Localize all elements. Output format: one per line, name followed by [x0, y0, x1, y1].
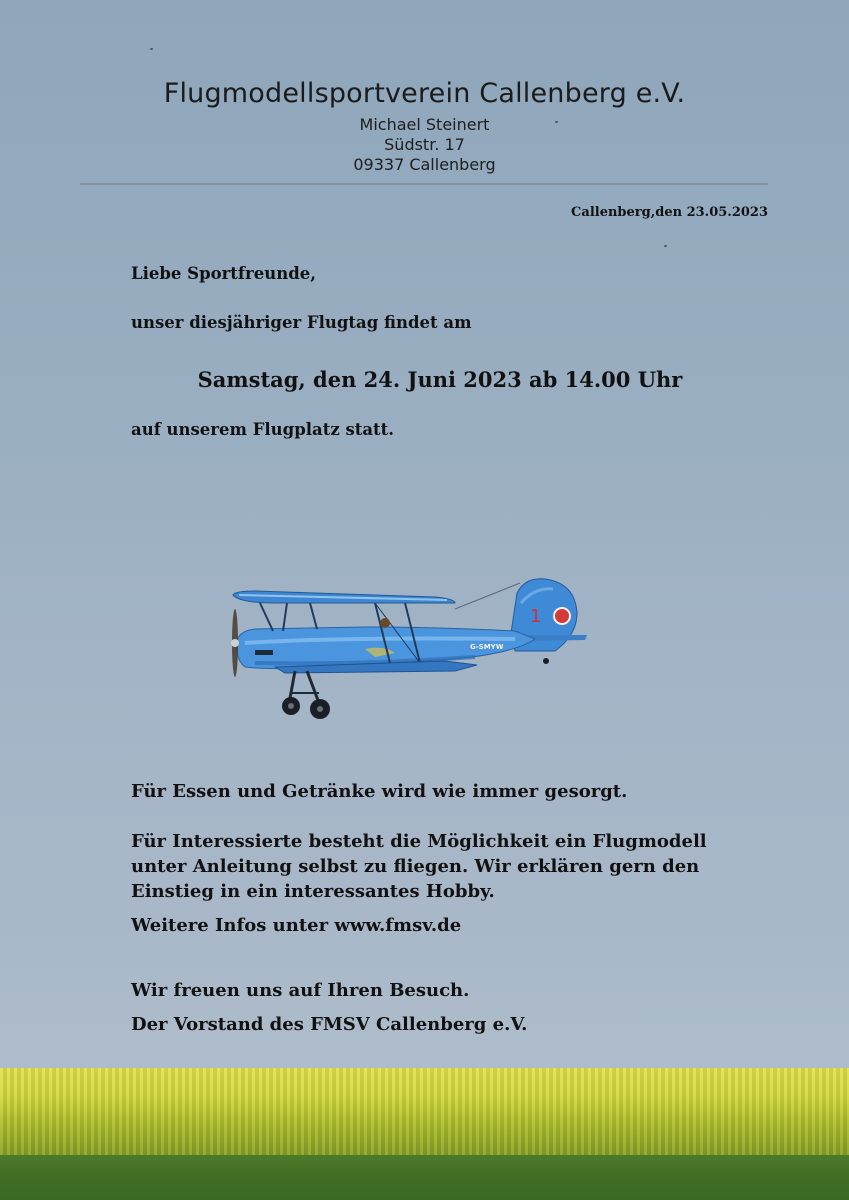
strut	[260, 603, 273, 631]
rigging-wire	[455, 583, 520, 609]
dust-speck	[664, 245, 667, 247]
place-date: Callenberg,den 23.05.2023	[571, 205, 768, 220]
dust-speck	[555, 121, 558, 123]
info-line: Für Interessierte besteht die Möglichkeit ein Flugmodell	[131, 831, 707, 852]
address-street: Südstr. 17	[384, 135, 465, 154]
biplane-photo	[215, 573, 595, 723]
food-note: Für Essen und Getränke wird wie immer gesorgt.	[131, 781, 628, 802]
signature-line: Der Vorstand des FMSV Callenberg e.V.	[131, 1014, 528, 1035]
rapeseed-texture	[0, 1068, 849, 1160]
event-date: Samstag, den 24. Juni 2023 ab 14.00 Uhr	[197, 367, 683, 392]
info-line: Einstieg in ein interessantes Hobby.	[131, 881, 495, 902]
dust-speck	[150, 48, 153, 50]
greeting: Liebe Sportfreunde,	[131, 264, 316, 283]
grass-strip	[0, 1155, 849, 1200]
header-divider	[80, 183, 768, 185]
location-text: auf unserem Flugplatz statt.	[131, 420, 395, 439]
info-line: unter Anleitung selbst zu fliegen. Wir erklären gern den	[131, 856, 700, 877]
exhaust	[255, 650, 273, 655]
strut	[283, 603, 287, 631]
strut	[310, 603, 317, 629]
intro-text: unser diesjähriger Flugtag findet am	[131, 313, 472, 332]
registration-label: G-SMYW	[470, 643, 504, 651]
tail-number: 1	[530, 606, 542, 627]
gear-leg	[307, 671, 319, 703]
closing-line: Wir freuen uns auf Ihren Besuch.	[131, 980, 470, 1001]
spinner	[231, 639, 239, 647]
wheel-hub	[317, 706, 323, 712]
tail-emblem	[554, 608, 570, 624]
wheel-hub	[288, 703, 294, 709]
contact-name: Michael Steinert	[359, 115, 490, 134]
pilot-head	[380, 618, 390, 628]
address-city: 09337 Callenberg	[353, 155, 496, 174]
website-note: Weitere Infos unter www.fmsv.de	[131, 915, 462, 936]
info-paragraph	[131, 829, 811, 904]
tail-wheel	[543, 658, 549, 664]
organization-title: Flugmodellsportverein Callenberg e.V.	[163, 78, 686, 109]
